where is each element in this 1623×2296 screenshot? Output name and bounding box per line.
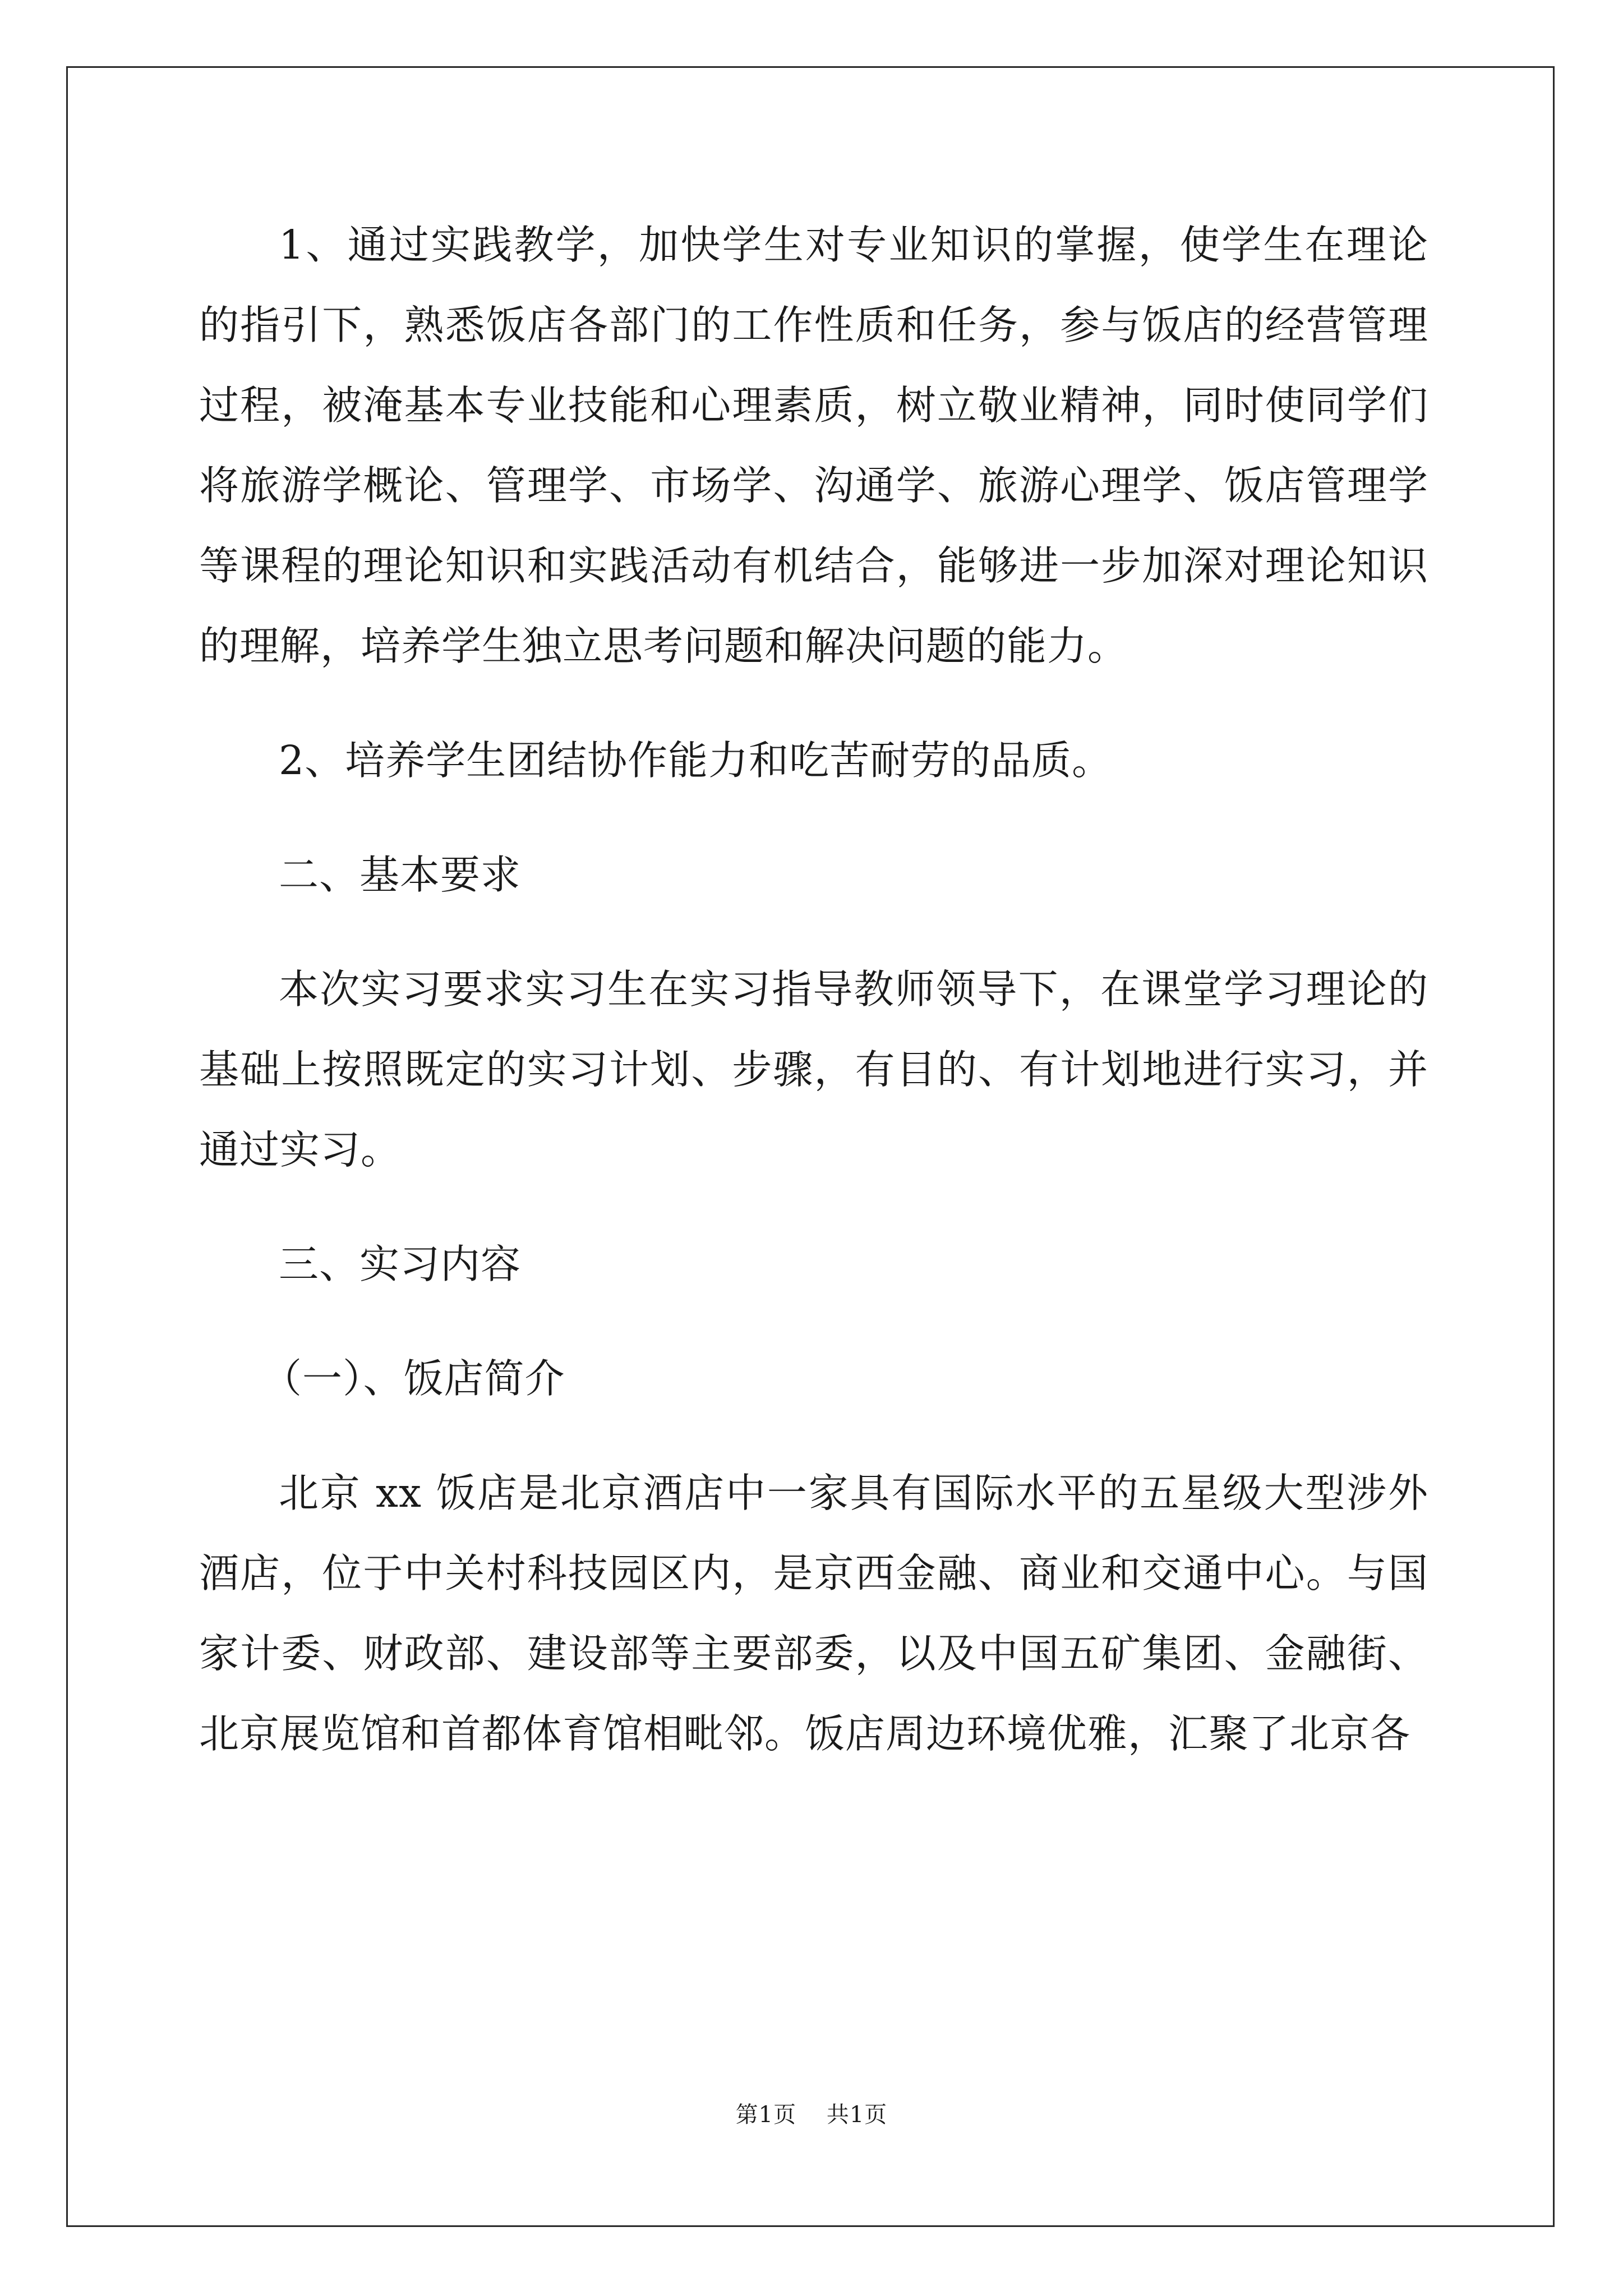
- page-number: 第1页: [735, 2102, 797, 2128]
- paragraph-objective-2: 2、培养学生团结协作能力和吃苦耐劳的品质。: [279, 737, 1113, 784]
- paragraph-hotel-intro: 北京 xx 饭店是北京酒店中一家具有国际水平的五星级大型涉外酒店，位于中关村科技园区内，是京西金融、商业和交通中心。与国家计委、财政部、建设部等主要部委，以及中国五矿集团、金融街、北京展览馆和首都体育馆相毗邻。饭店周边环境优雅，汇聚了北京各: [199, 1470, 1428, 1757]
- paragraph-objective-1: 1、通过实践教学，加快学生对专业知识的掌握，使学生在理论的指引下，熟悉饭店各部门的工作性质和任务，参与饭店的经营管理过程，被淹基本专业技能和心理素质，树立敬业精神，同时使同学们将旅游学概论、管理学、市场学、沟通学、旅游心理学、饭店管理学等课程的理论知识和实践活动有机结合，能够进一步加深对理论知识的理解，培养学生独立思考问题和解决问题的能力。: [199, 222, 1428, 669]
- page-footer: [0, 2101, 1623, 2129]
- page-total: 共1页: [826, 2102, 888, 2128]
- paragraph-requirements: 本次实习要求实习生在实习指导教师领导下，在课堂学习理论的基础上按照既定的实习计划、步骤，有目的、有计划地进行实习，并通过实习。: [199, 966, 1428, 1173]
- document-body: [199, 205, 1428, 1808]
- section-heading-basic-requirements: 二、基本要求: [279, 852, 522, 898]
- subsection-heading-hotel-intro: （一）、饭店简介: [262, 1355, 565, 1402]
- section-heading-internship-content: 三、实习内容: [279, 1241, 522, 1287]
